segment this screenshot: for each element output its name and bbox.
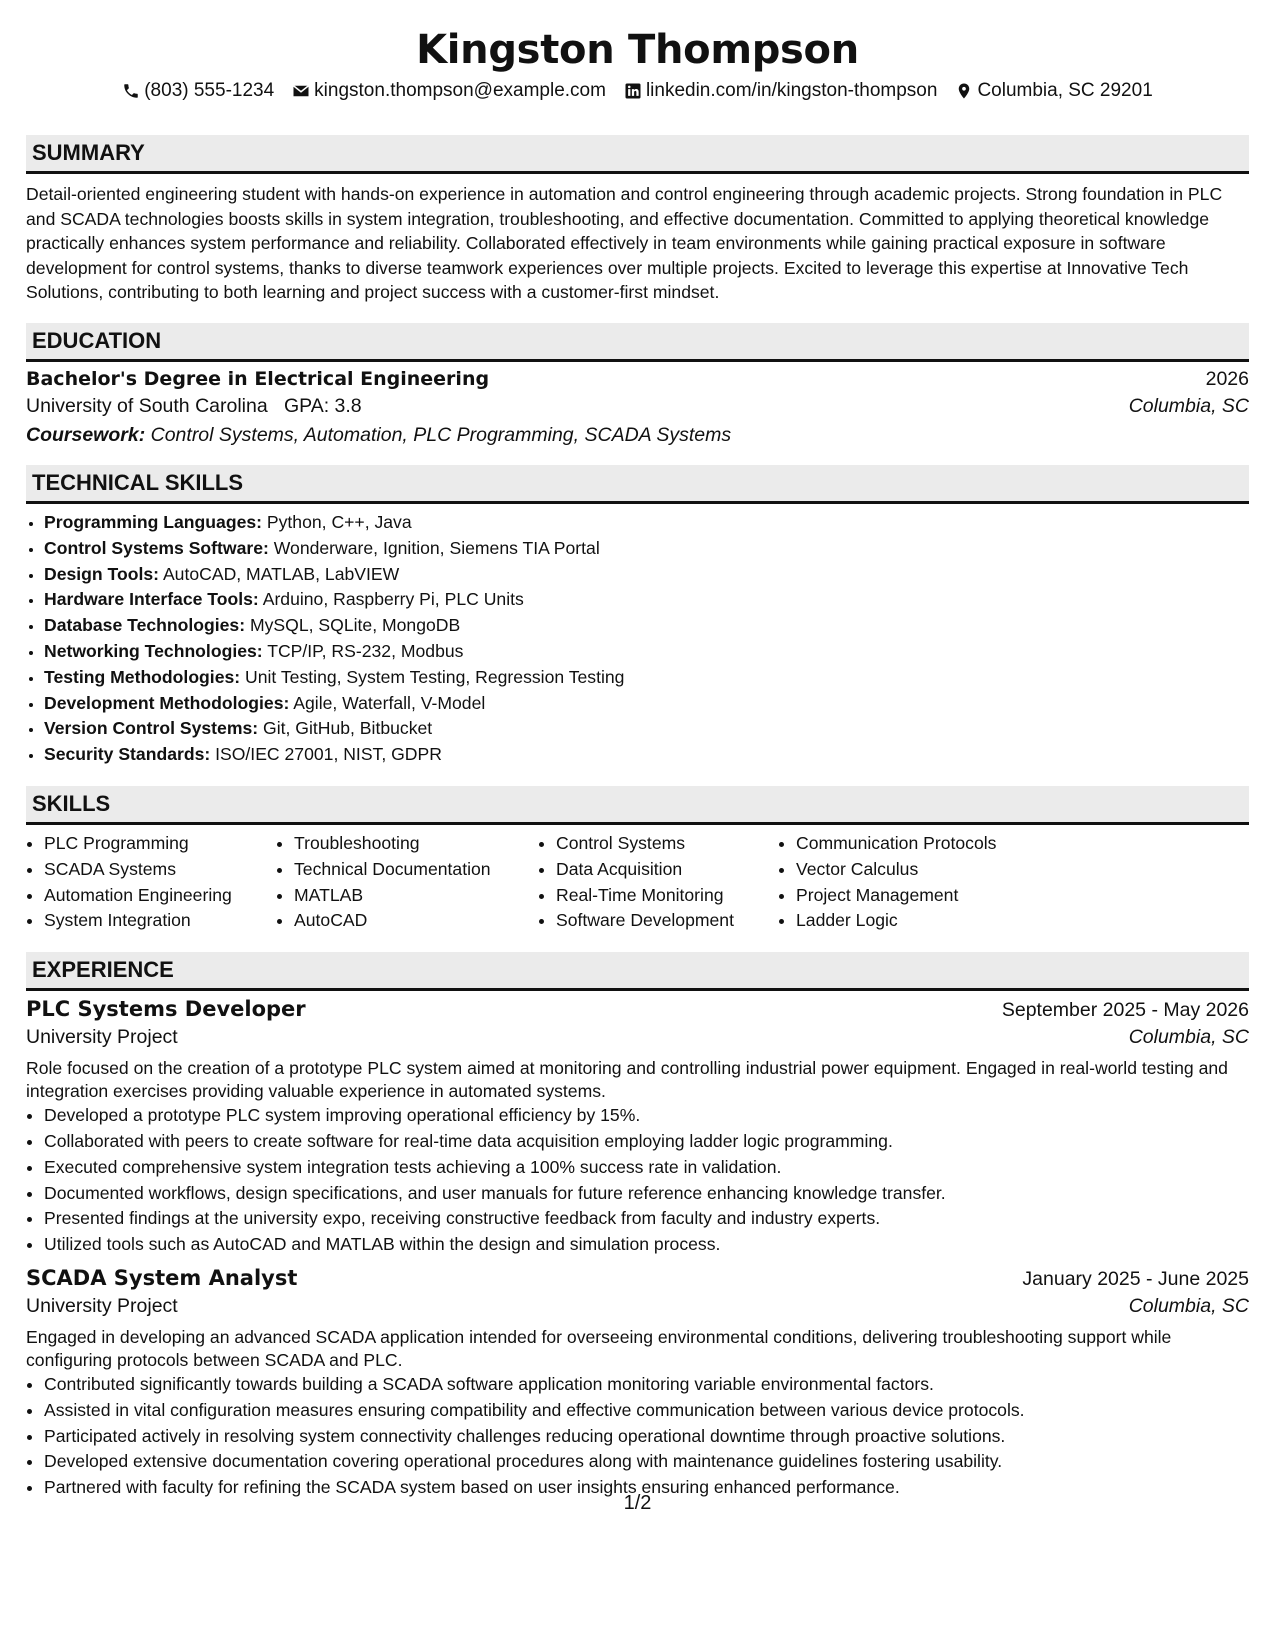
candidate-name: Kingston Thompson bbox=[416, 27, 859, 73]
skill-value: ISO/IEC 27001, NIST, GDPR bbox=[215, 744, 442, 765]
list-item: • Contributed significantly towards building a SCADA software application monitoring variable environmental factors. bbox=[44, 1372, 1249, 1398]
technical-skills-list bbox=[26, 510, 1249, 768]
list-item: • Project Management bbox=[796, 883, 1096, 909]
coursework bbox=[26, 424, 1249, 447]
job-entry-2 bbox=[26, 1266, 1249, 1501]
list-item: • Utilized tools such as AutoCAD and MATLAB within the design and simulation process. bbox=[44, 1232, 1249, 1258]
skill-value: Git, GitHub, Bitbucket bbox=[263, 718, 433, 739]
skill-value: AutoCAD, MATLAB, LabVIEW bbox=[162, 563, 400, 584]
job-subheader bbox=[26, 1026, 1249, 1049]
skill-label: Networking Technologies: bbox=[44, 640, 263, 661]
skills-column-3 bbox=[538, 831, 778, 934]
coursework-label: Coursework: bbox=[26, 423, 146, 446]
job-org: University Project bbox=[26, 1026, 178, 1049]
summary-heading: SUMMARY bbox=[26, 135, 1249, 174]
list-item: • Software Development bbox=[556, 908, 778, 934]
job-dates: January 2025 - June 2025 bbox=[1022, 1267, 1249, 1290]
skill-label: Programming Languages: bbox=[44, 511, 262, 532]
skills-column-2 bbox=[276, 831, 538, 934]
job-location: Columbia, SC bbox=[1128, 1294, 1249, 1317]
list-item: • Control Systems bbox=[556, 831, 778, 857]
job-entry-1 bbox=[26, 997, 1249, 1258]
phone-text: (803) 555-1234 bbox=[144, 80, 275, 101]
list-item bbox=[44, 742, 1249, 768]
list-item: • Automation Engineering bbox=[44, 883, 276, 909]
list-item: • Participated actively in resolving system connectivity challenges reducing operational downtime through proactive solutions. bbox=[44, 1424, 1249, 1450]
job-subheader bbox=[26, 1295, 1249, 1318]
list-item bbox=[44, 587, 1249, 613]
job-bullets bbox=[26, 1372, 1249, 1501]
list-item bbox=[44, 613, 1249, 639]
list-item bbox=[44, 536, 1249, 562]
list-item: • Executed comprehensive system integration tests achieving a 100% success rate in validation. bbox=[44, 1155, 1249, 1181]
list-item: • PLC Programming bbox=[44, 831, 276, 857]
job-header bbox=[26, 1266, 1249, 1291]
degree-title: Bachelor's Degree in Electrical Engineering bbox=[26, 367, 490, 390]
list-item: • Communication Protocols bbox=[796, 831, 1096, 857]
school-info bbox=[26, 395, 362, 418]
skills-column-4 bbox=[778, 831, 1096, 934]
education-row-1 bbox=[26, 368, 1249, 391]
list-item: • Partnered with faculty for refining the SCADA system based on user insights ensuring enhanced performance. bbox=[44, 1475, 1249, 1501]
education-heading: EDUCATION bbox=[26, 323, 1249, 362]
email-text[interactable]: kingston.thompson@example.com bbox=[314, 80, 606, 101]
contact-email[interactable] bbox=[292, 78, 606, 104]
list-item: • Ladder Logic bbox=[796, 908, 1096, 934]
skills-column-1 bbox=[26, 831, 276, 934]
list-item bbox=[44, 665, 1249, 691]
list-item: • Presented findings at the university expo, receiving constructive feedback from faculty and industry experts. bbox=[44, 1206, 1249, 1232]
contact-location bbox=[955, 78, 1152, 104]
summary-text: Detail-oriented engineering student with hands-on experience in automation and control engineering through academic projects. Strong foundation in PLC and SCADA technologies boosts skills in system integration, troubleshooting, and effective documentation. Committed to applying theoretical knowledge practically enhances system performance and reliability. Collaborated effectively in team environments while gaining practical exposure in software development for control systems, thanks to diverse teamwork experiences over multiple projects. Excited to leverage this expertise at Innovative Tech Solutions, contributing to both learning and project success with a customer-first mindset. bbox=[26, 184, 1223, 303]
list-item: • Troubleshooting bbox=[294, 831, 538, 857]
skills-grid bbox=[26, 831, 1249, 934]
skill-label: Hardware Interface Tools: bbox=[44, 589, 259, 610]
location-text: Columbia, SC 29201 bbox=[977, 80, 1153, 101]
list-item bbox=[44, 716, 1249, 742]
list-item: • MATLAB bbox=[294, 883, 538, 909]
list-item: • Technical Documentation bbox=[294, 857, 538, 883]
contact-phone bbox=[122, 78, 274, 104]
list-item: • System Integration bbox=[44, 908, 276, 934]
envelope-icon bbox=[292, 82, 310, 100]
contact-bar bbox=[26, 78, 1249, 104]
list-item bbox=[44, 510, 1249, 536]
list-item bbox=[44, 639, 1249, 665]
skill-label: Development Methodologies: bbox=[44, 692, 290, 713]
map-pin-icon bbox=[955, 82, 973, 100]
list-item: • Data Acquisition bbox=[556, 857, 778, 883]
experience-heading: EXPERIENCE bbox=[26, 952, 1249, 991]
skills-heading: SKILLS bbox=[26, 786, 1249, 825]
list-item: • Developed a prototype PLC system improving operational efficiency by 15%. bbox=[44, 1103, 1249, 1129]
job-header bbox=[26, 997, 1249, 1022]
list-item bbox=[44, 562, 1249, 588]
school-location: Columbia, SC bbox=[1128, 394, 1249, 417]
linkedin-text[interactable]: linkedin.com/in/kingston-thompson bbox=[645, 80, 938, 101]
skill-label: Version Control Systems: bbox=[44, 718, 259, 739]
skill-label: Control Systems Software: bbox=[44, 537, 269, 558]
job-title: SCADA System Analyst bbox=[26, 1265, 298, 1290]
graduation-year: 2026 bbox=[1205, 367, 1249, 390]
contact-linkedin[interactable] bbox=[624, 78, 938, 104]
coursework-list: Control Systems, Automation, PLC Programming, SCADA Systems bbox=[150, 423, 732, 446]
skill-value: Wonderware, Ignition, Siemens TIA Portal bbox=[273, 537, 600, 558]
skill-label: Database Technologies: bbox=[44, 615, 246, 636]
list-item: • Assisted in vital configuration measures ensuring compatibility and effective communication between various device protocols. bbox=[44, 1398, 1249, 1424]
skill-value: Arduino, Raspberry Pi, PLC Units bbox=[262, 589, 524, 610]
list-item: • Developed extensive documentation covering operational procedures along with maintenance guidelines fostering usability. bbox=[44, 1449, 1249, 1475]
skill-value: Agile, Waterfall, V-Model bbox=[293, 692, 486, 713]
technical-skills-heading: TECHNICAL SKILLS bbox=[26, 465, 1249, 504]
list-item: • Documented workflows, design specifications, and user manuals for future reference enhancing knowledge transfer. bbox=[44, 1181, 1249, 1207]
job-description: Role focused on the creation of a prototype PLC system aimed at monitoring and controlling industrial power equipment. Engaged in real-world testing and integration exercises providing valuable experience in automated systems. bbox=[26, 1058, 1228, 1102]
list-item: • AutoCAD bbox=[294, 908, 538, 934]
phone-icon bbox=[122, 82, 140, 100]
skill-value: Python, C++, Java bbox=[266, 511, 412, 532]
list-item: • SCADA Systems bbox=[44, 857, 276, 883]
list-item: • Collaborated with peers to create software for real-time data acquisition employing ladder logic programming. bbox=[44, 1129, 1249, 1155]
job-bullets bbox=[26, 1103, 1249, 1258]
job-location: Columbia, SC bbox=[1128, 1026, 1249, 1049]
skill-value: TCP/IP, RS-232, Modbus bbox=[267, 640, 464, 661]
education-row-2 bbox=[26, 395, 1249, 418]
list-item bbox=[44, 691, 1249, 717]
job-title: PLC Systems Developer bbox=[26, 997, 306, 1022]
job-org: University Project bbox=[26, 1294, 178, 1317]
job-dates: September 2025 - May 2026 bbox=[1001, 999, 1249, 1022]
skill-label: Security Standards: bbox=[44, 744, 211, 765]
linkedin-icon bbox=[624, 82, 642, 100]
resume-page bbox=[26, 0, 1249, 1501]
skill-label: Design Tools: bbox=[44, 563, 160, 584]
list-item: • Vector Calculus bbox=[796, 857, 1096, 883]
list-item: • Real-Time Monitoring bbox=[556, 883, 778, 909]
job-description: Engaged in developing an advanced SCADA application intended for overseeing environmental conditions, delivering troubleshooting support while configuring protocols between SCADA and PLC. bbox=[26, 1326, 1172, 1370]
skill-label: Testing Methodologies: bbox=[44, 666, 241, 687]
school-name: University of South Carolina bbox=[26, 394, 268, 417]
page-number: 1/2 bbox=[623, 1492, 652, 1514]
skill-value: MySQL, SQLite, MongoDB bbox=[249, 615, 461, 636]
skill-value: Unit Testing, System Testing, Regression Testing bbox=[245, 666, 625, 687]
gpa: GPA: 3.8 bbox=[283, 394, 362, 417]
